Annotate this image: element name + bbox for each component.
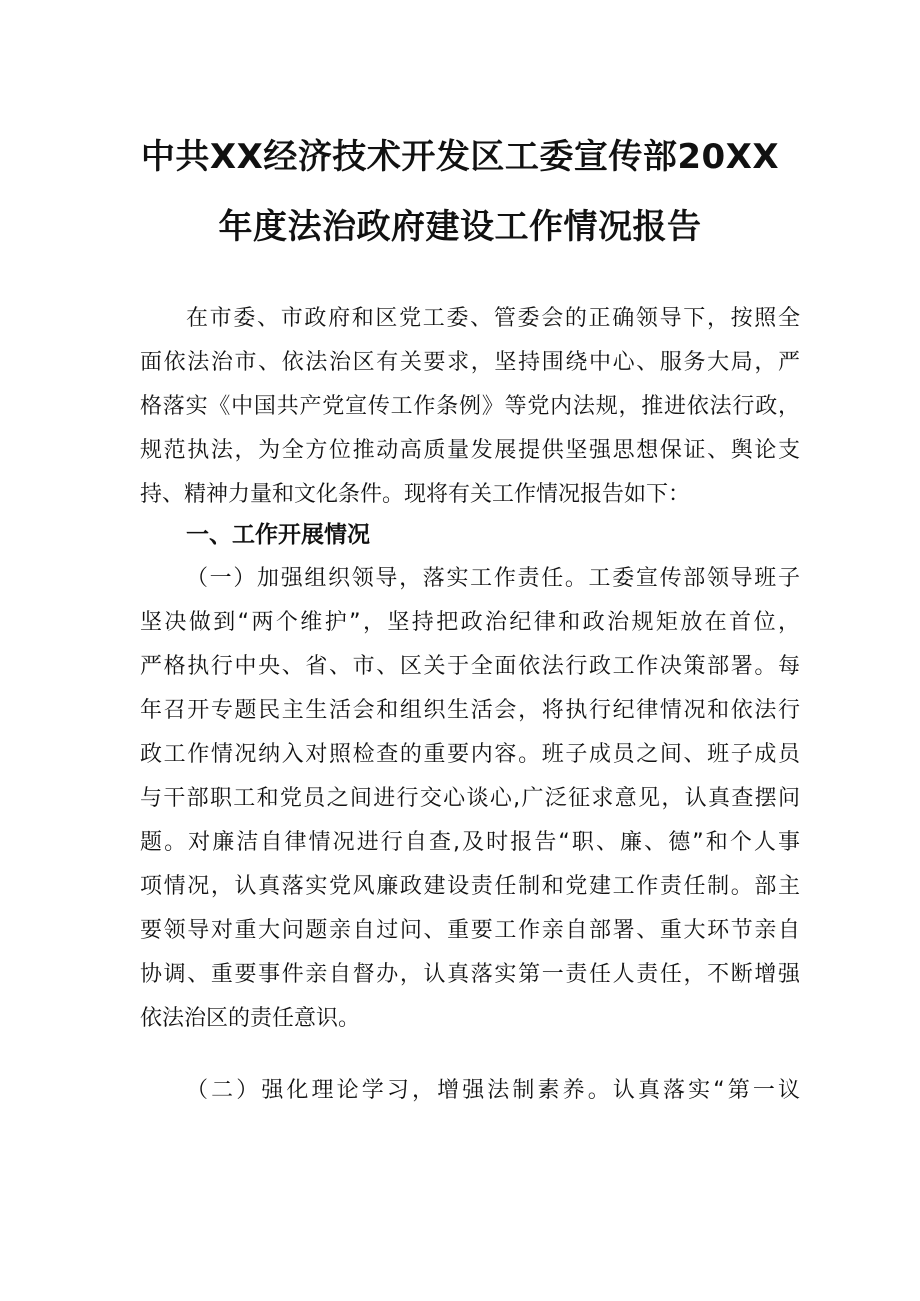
- intro-line: 格落实《中国共产党宣传工作条例》等党内法规，推进依法行政，: [140, 394, 800, 419]
- intro-line: 面依法治市、依法治区有关要求，坚持围绕中心、服务大局，严: [140, 350, 800, 375]
- paragraph-line: 与干部职工和党员之间进行交心谈心,广泛征求意见，认真查摆问: [140, 786, 800, 811]
- paragraph-line: 依法治区的责任意识。: [140, 1006, 361, 1031]
- paragraph-line: （一）加强组织领导，落实工作责任。工委宣传部领导班子: [186, 566, 800, 591]
- paragraph-line: 政工作情况纳入对照检查的重要内容。班子成员之间、班子成员: [140, 742, 800, 767]
- paragraph-line: 坚决做到“两个维护”，坚持把政治纪律和政治规矩放在首位，: [140, 610, 800, 635]
- paragraph-line: 题。对廉洁自律情况进行自查,及时报告“职、廉、德”和个人事: [140, 830, 800, 855]
- paragraph-line: 协调、重要事件亲自督办，认真落实第一责任人责任，不断增强: [140, 962, 800, 987]
- intro-line: 在市委、市政府和区党工委、管委会的正确领导下，按照全: [186, 306, 800, 331]
- section-heading: 一、工作开展情况: [186, 522, 370, 548]
- intro-line: 规范执法，为全方位推动高质量发展提供坚强思想保证、舆论支: [140, 438, 800, 463]
- intro-line: 持、精神力量和文化条件。现将有关工作情况报告如下：: [140, 482, 691, 507]
- paragraph-line: 年召开专题民主生活会和组织生活会，将执行纪律情况和依法行: [140, 698, 800, 723]
- paragraph-line: 要领导对重大问题亲自过问、重要工作亲自部署、重大环节亲自: [140, 918, 800, 943]
- paragraph-line: （二）强化理论学习，增强法制素养。认真落实“第一议: [186, 1078, 800, 1103]
- document-title-line-2: 年度法治政府建设工作情况报告: [218, 207, 702, 247]
- paragraph-line: 严格执行中央、省、市、区关于全面依法行政工作决策部署。每: [140, 654, 800, 679]
- document-title-line-1: 中共XX经济技术开发区工委宣传部20XX: [140, 137, 780, 177]
- paragraph-line: 项情况，认真落实党风廉政建设责任制和党建工作责任制。部主: [140, 874, 800, 899]
